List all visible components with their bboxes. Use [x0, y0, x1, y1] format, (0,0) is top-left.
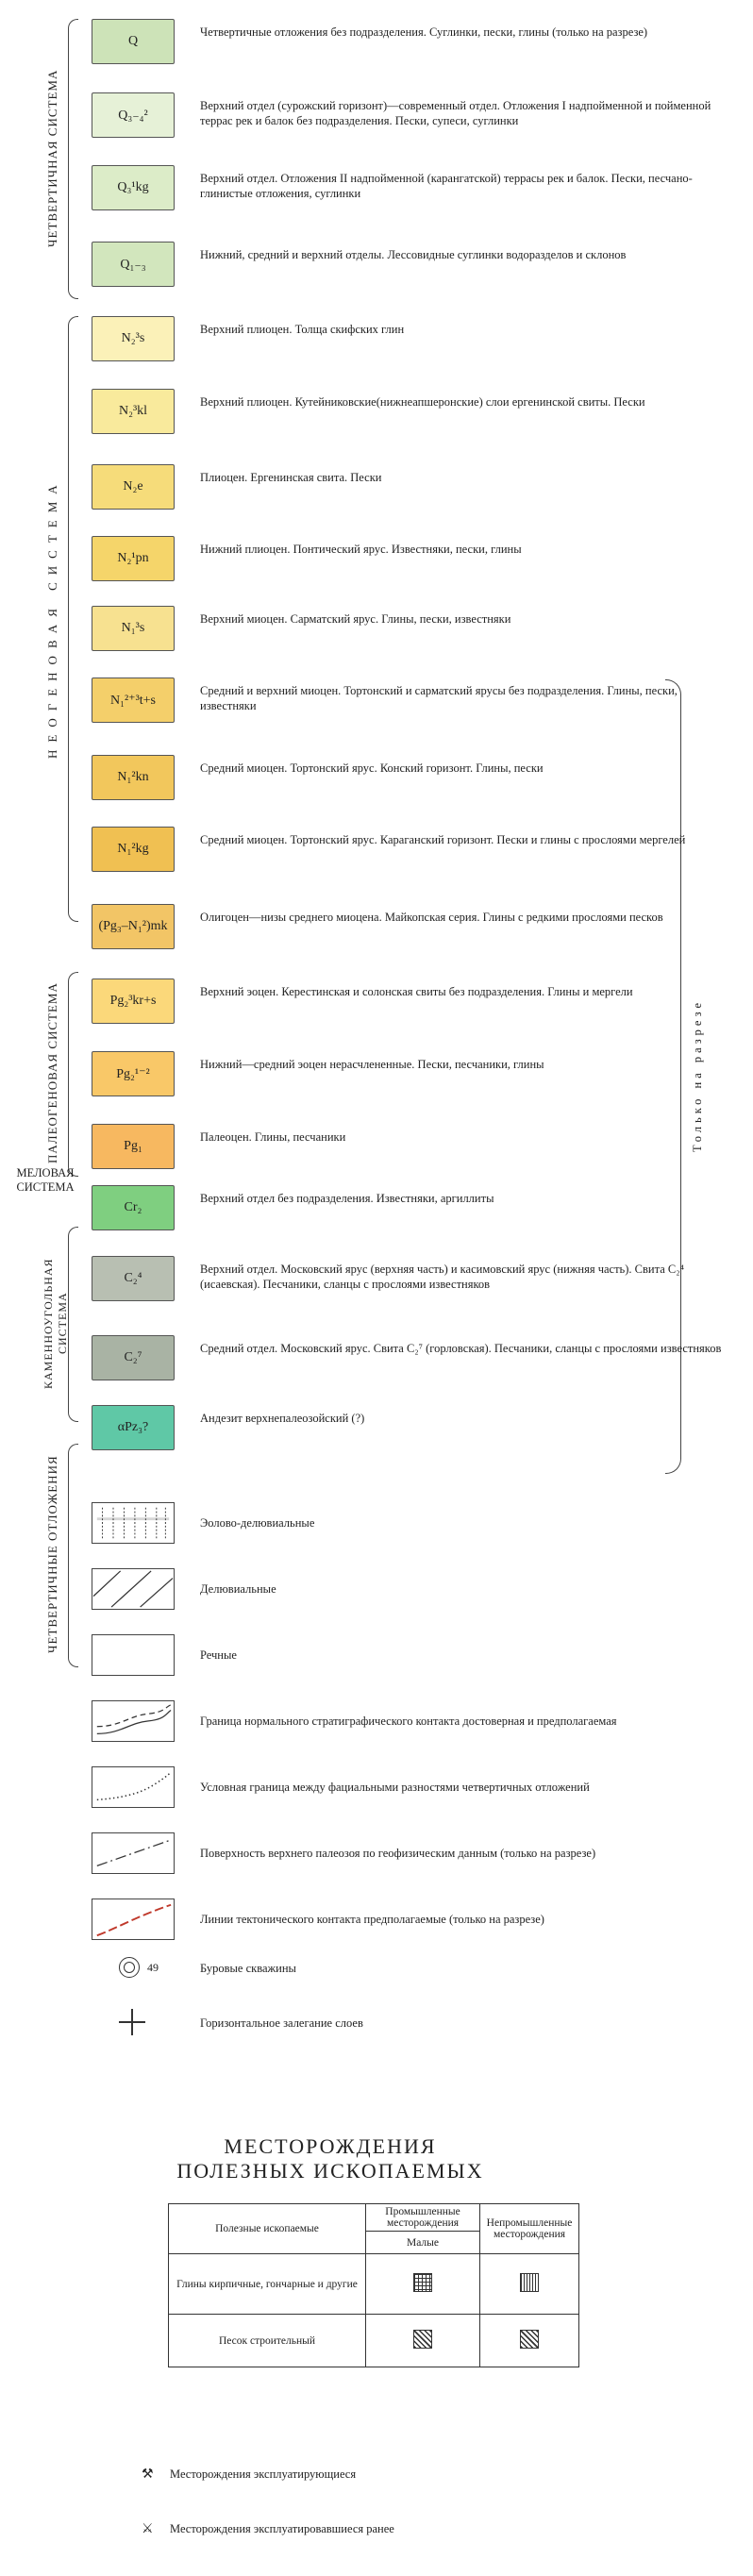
col-header-nonindustrial: Непромышленные месторождения [480, 2204, 579, 2254]
unit-desc: Верхний отдел. Московский ярус (верхняя часть) и касимовский ярус (нижняя часть). Свита C₂⁴ (исаевская). Песчаники, сланцы с прослоями известняков [200, 1263, 684, 1291]
group-label-carboniferous: КАМЕННОУГОЛЬНАЯ СИСТЕМА [42, 1258, 69, 1389]
unit-desc: Верхний отдел (сурожский горизонт)—современный отдел. Отложения I надпойменной и пойменной террас рек и балок без подразделения. Пески, супеси, суглинки [200, 99, 711, 127]
facies-boundary-dotted-line-icon [92, 1766, 175, 1808]
borehole-desc: Буровые скважины [200, 1962, 296, 1975]
unit-swatch: N₂³s [92, 316, 175, 361]
group-label-quaternary: ЧЕТВЕРТИЧНАЯ СИСТЕМА [45, 69, 59, 247]
borehole-icon [119, 1957, 140, 1978]
unit-desc: Средний миоцен. Тортонский ярус. Караганский горизонт. Пески и глины с прослоями мергелей [200, 833, 686, 846]
unit-swatch: C₂⁴ [92, 1256, 175, 1301]
unit-desc: Средний и верхний миоцен. Тортонский и сарматский ярусы без подразделения. Глины, пески, известняки [200, 684, 678, 712]
unit-desc: Нижний, средний и верхний отделы. Лессовидные суглинки водоразделов и склонов [200, 248, 627, 261]
footer-item-exploited: ⚒ Месторождения эксплуатирующиеся [142, 2467, 357, 2482]
col-header-industrial: Промышленные месторождения [366, 2204, 480, 2232]
unit-desc: Верхний эоцен. Керестинская и солонская свиты без подразделения. Глины и мергели [200, 985, 633, 998]
only-section-label: Только на разрезе [691, 998, 704, 1153]
exploited-deposit-icon: ⚒ [142, 2467, 154, 2482]
unit-desc: Плиоцен. Ергенинская свита. Пески [200, 471, 382, 484]
unit-desc: Верхний отдел без подразделения. Известняки, аргиллиты [200, 1192, 494, 1205]
horizontal-bedding-icon [119, 2009, 145, 2035]
row-name: Песок строительный [169, 2315, 366, 2367]
unit-swatch: Pg₂³kr+s [92, 979, 175, 1024]
unit-swatch: Pg₂¹⁻² [92, 1051, 175, 1096]
symbol-desc: Линии тектонического контакта предполагаемые (только на разрезе) [200, 1913, 544, 1926]
quaternary-brace [68, 19, 78, 299]
unit-desc: Верхний миоцен. Сарматский ярус. Глины, пески, известняки [200, 612, 511, 626]
quaternary-deposits-brace [68, 1444, 78, 1667]
unit-desc: Верхний плиоцен. Толща скифских глин [200, 323, 405, 336]
unit-desc: Палеоцен. Глины, песчаники [200, 1130, 346, 1144]
eolian-deluvial-pattern-icon [92, 1502, 175, 1544]
symbol-desc: Речные [200, 1648, 237, 1662]
clay-nonindustrial-icon [520, 2273, 539, 2292]
unit-swatch: N₂e [92, 464, 175, 510]
unit-swatch: Cr₂ [92, 1185, 175, 1230]
unit-desc: Четвертичные отложения без подразделения. Суглинки, пески, глины (только на разрезе) [200, 25, 648, 39]
unit-desc: Средний отдел. Московский ярус. Свита C₂⁷ (горловская). Песчаники, сланцы с прослоями известняков [200, 1342, 722, 1355]
unit-swatch: Q₁₋₃ [92, 242, 175, 287]
paleozoic-surface-dashed-line-icon [92, 1832, 175, 1874]
deluvial-pattern-icon [92, 1568, 175, 1610]
unit-swatch: C₂⁷ [92, 1335, 175, 1380]
symbol-desc: Эолово-делювиальные [200, 1516, 315, 1530]
unit-swatch: Q₃₋₄² [92, 92, 175, 138]
group-label-paleogene: ПАЛЕОГЕНОВАЯ СИСТЕМА [45, 982, 59, 1164]
paleogene-brace [68, 972, 78, 1177]
unit-desc: Нижний—средний эоцен нерасчлененные. Пески, песчаники, глины [200, 1058, 544, 1071]
unit-swatch: N₁²⁺³t+s [92, 677, 175, 723]
neogene-brace [68, 316, 78, 922]
group-label-neogene: НЕОГЕНОВАЯ СИСТЕМА [45, 477, 59, 759]
symbol-desc: Условная граница между фациальными разностями четвертичных отложений [200, 1781, 590, 1794]
formerly-exploited-deposit-icon: ⚔ [142, 2522, 154, 2536]
unit-desc: Олигоцен—низы среднего миоцена. Майкопская серия. Глины с редкими прослоями песков [200, 911, 663, 924]
unit-desc: Верхний отдел. Отложения II надпойменной (карангатской) террасы рек и балок. Пески, песчано-глинистые отложения, суглинки [200, 172, 693, 200]
sand-industrial-icon [413, 2330, 432, 2349]
group-label-quaternary-deposits: ЧЕТВЕРТИЧНЫЕ ОТЛОЖЕНИЯ [45, 1455, 59, 1654]
deposits-title-line1: МЕСТОРОЖДЕНИЯ [224, 2134, 437, 2158]
unit-swatch: Q [92, 19, 175, 64]
unit-swatch: N₁³s [92, 606, 175, 651]
horizontal-desc: Горизонтальное залегание слоев [200, 2016, 363, 2030]
tectonic-contact-red-line-icon [92, 1899, 175, 1940]
symbol-desc: Делювиальные [200, 1582, 276, 1596]
group-label-cretaceous: МЕЛОВАЯ СИСТЕМА [16, 1166, 75, 1194]
unit-desc: Верхний плиоцен. Кутейниковские(нижнеапшеронские) слои ергенинской свиты. Пески [200, 395, 645, 409]
unit-desc: Средний миоцен. Тортонский ярус. Конский горизонт. Глины, пески [200, 761, 544, 775]
unit-swatch: Q₃¹kg [92, 165, 175, 210]
unit-swatch: (Pg₃–N₁²)mk [92, 904, 175, 949]
deposits-table [168, 2203, 579, 2367]
unit-swatch: Pg₁ [92, 1124, 175, 1169]
unit-swatch: N₁²kn [92, 755, 175, 800]
clay-industrial-icon [413, 2273, 432, 2292]
fluvial-pattern-icon [92, 1634, 175, 1676]
stratigraphic-contact-line-icon [92, 1700, 175, 1742]
unit-swatch: N₂³kl [92, 389, 175, 434]
col-subheader-small: Малые [366, 2232, 480, 2254]
symbol-desc: Поверхность верхнего палеозоя по геофизическим данным (только на разрезе) [200, 1847, 596, 1860]
deposits-title-line2: ПОЛЕЗНЫХ ИСКОПАЕМЫХ [176, 2159, 484, 2183]
unit-desc: Нижний плиоцен. Понтический ярус. Известняки, пески, глины [200, 543, 522, 556]
symbol-desc: Граница нормального стратиграфического контакта достоверная и предполагаемая [200, 1715, 617, 1728]
row-name: Глины кирпичные, гончарные и другие [169, 2254, 366, 2315]
sand-nonindustrial-icon [520, 2330, 539, 2349]
unit-swatch: N₂¹pn [92, 536, 175, 581]
footer-item-former: ⚔ Месторождения эксплуатировавшиеся ранее [142, 2522, 394, 2536]
borehole-number: 49 [147, 1961, 159, 1974]
unit-swatch: αPz₃? [92, 1405, 175, 1450]
col-header-minerals: Полезные ископаемые [169, 2204, 366, 2254]
unit-desc: Андезит верхнепалеозойский (?) [200, 1412, 365, 1425]
unit-swatch: N₁²kg [92, 827, 175, 872]
